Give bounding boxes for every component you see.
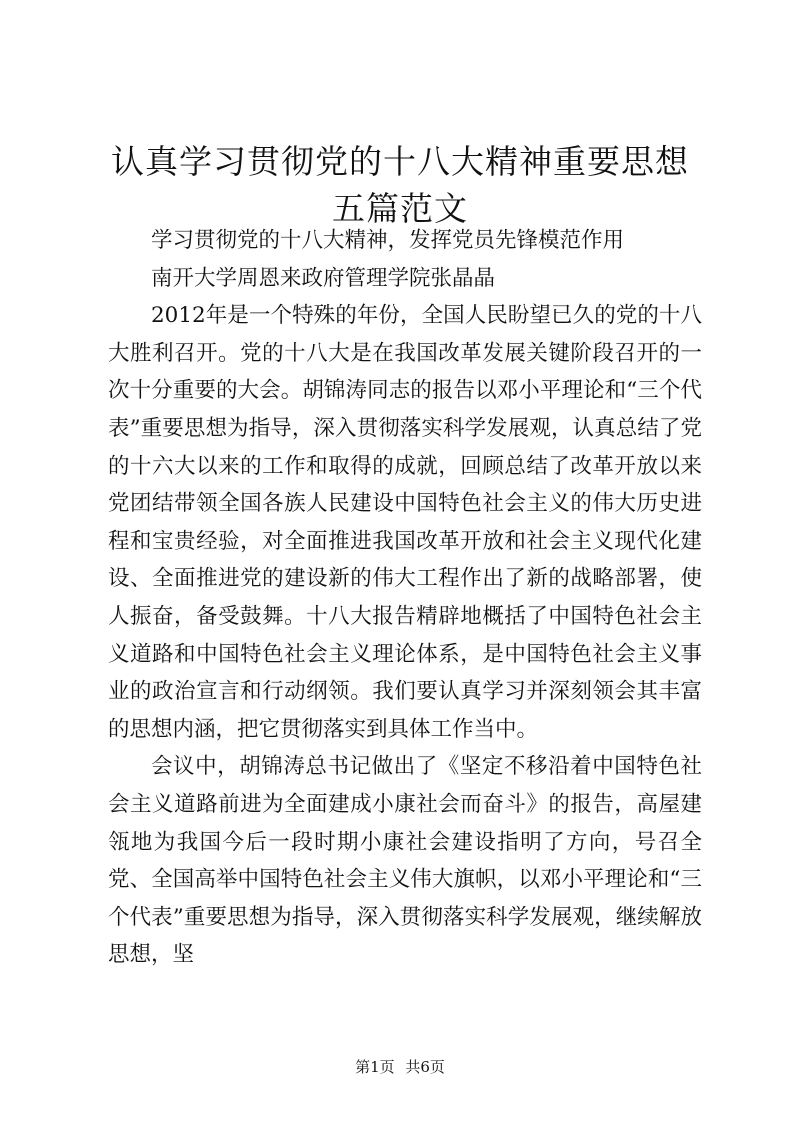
document-title: 认真学习贯彻党的十八大精神重要思想五篇范文 — [111, 142, 689, 228]
page-total: 共6页 — [405, 1058, 445, 1076]
paragraph: 2012年是一个特殊的年份，全国人民盼望已久的党的十八大胜利召开。党的十八大是在我国改革发展关键阶段召开的一次十分重要的大会。胡锦涛同志的报告以邓小平理论和“三个代表”重要思想为指导，深入贯彻落实科学发展观，认真总结了党的十六大以来的工作和取得的成就，回顾总结了改革开放以来党团结带领全国各族人民建设中国特色社会主义的伟大历史进程和宝贵经验，对全面推进我国改革开放和社会主义现代化建设、全面推进党的建设新的伟大工程作出了新的战略部署，使人振奋，备受鼓舞。十八大报告精辟地概括了中国特色社会主义道路和中国特色社会主义理论体系，是中国特色社会主义事业的政治宣言和行动纲领。我们要认真学习并深刻领会其丰富的思想内涵，把它贯彻落实到具体工作当中。 — [108, 303, 702, 742]
subtitle: 学习贯彻党的十八大精神，发挥党员先锋模范作用 — [151, 228, 625, 253]
document-body — [108, 222, 702, 974]
author-line: 南开大学周恩来政府管理学院张晶晶 — [151, 265, 496, 291]
page-footer — [0, 1057, 800, 1077]
page-number: 第1页 — [355, 1058, 395, 1076]
paragraph: 会议中，胡锦涛总书记做出了《坚定不移沿着中国特色社会主义道路前进为全面建成小康社会而奋斗》的报告，高屋建瓴地为我国今后一段时期小康社会建设指明了方向，号召全党、全国高举中国特色社会主义伟大旗帜，以邓小平理论和“三个代表”重要思想为指导，深入贯彻落实科学发展观，继续解放思想，坚 — [108, 754, 702, 968]
